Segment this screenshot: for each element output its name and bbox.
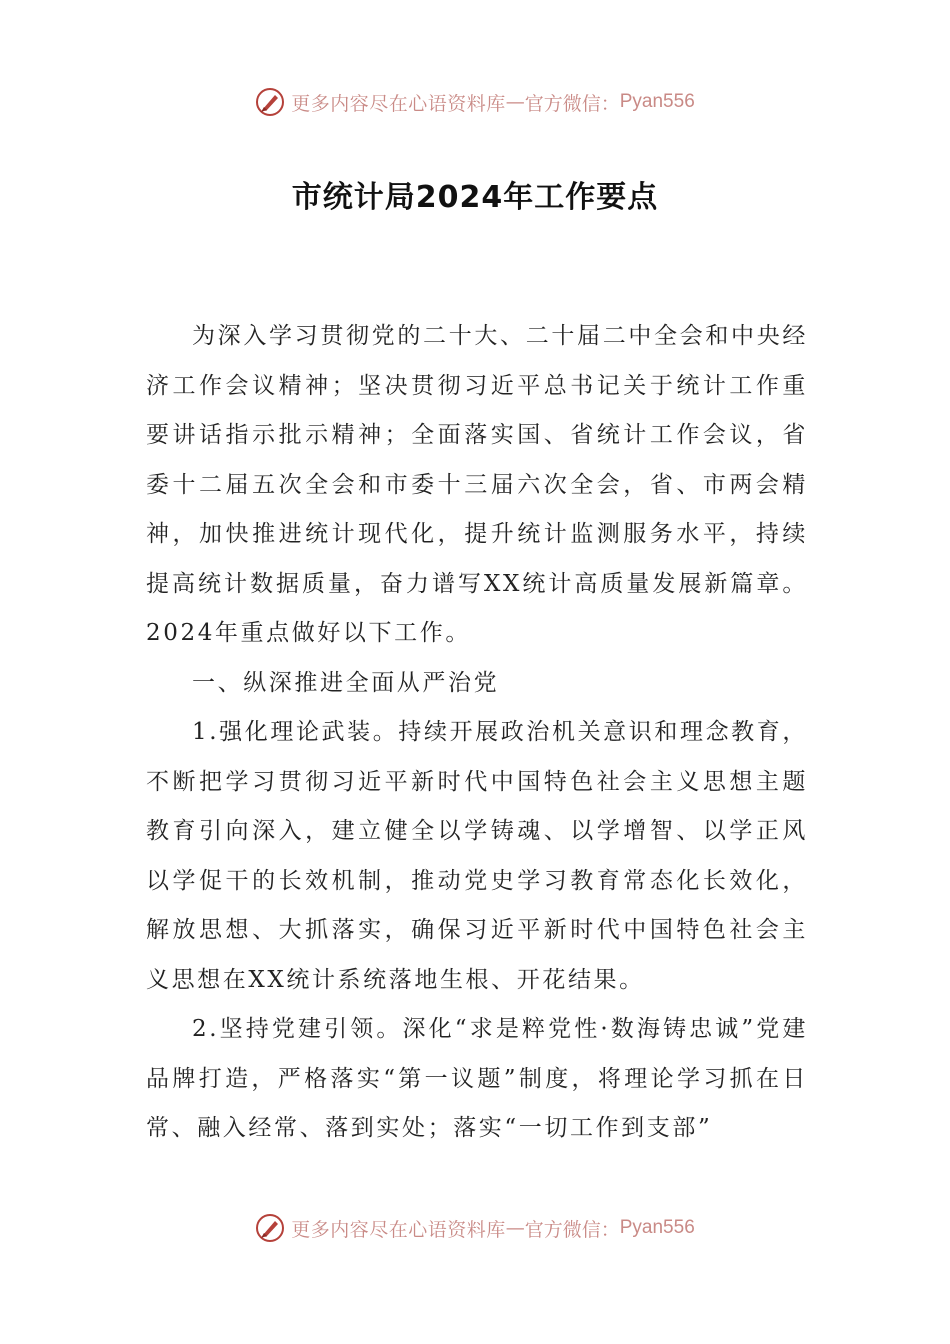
banner-wechat-id: Pyan556 xyxy=(619,91,695,112)
banner-text: 更多内容尽在心语资料库 xyxy=(291,1218,506,1241)
document-title: 市统计局2024年工作要点 xyxy=(291,180,659,215)
banner-wechat-id: Pyan556 xyxy=(619,1217,695,1238)
pen-logo-icon xyxy=(255,1213,285,1243)
banner-text: 更多内容尽在心语资料库 xyxy=(291,92,506,115)
banner-separator: — xyxy=(505,1217,525,1239)
item-paragraph: 1.强化理论武装。持续开展政治机关意识和理念教育，不断把学习贯彻习近平新时代中国特色社会主义思想主题教育引向深入，建立健全以学铸魂、以学增智、以学正风以学促干的长效机制，推动党史学习教育常态化长效化，解放思想、大抓落实，确保习近平新时代中国特色社会主义思想在XX统计系统落地生根、开花结果。 xyxy=(146,719,808,993)
footer-watermark-banner xyxy=(0,1208,950,1248)
header-watermark-banner xyxy=(0,82,950,122)
pen-logo-icon xyxy=(255,87,285,117)
banner-wechat-label: 官方微信： xyxy=(524,1218,620,1241)
document-body xyxy=(146,312,808,1154)
item-paragraph: 2.坚持党建引领。深化“求是粹党性·数海铸忠诚”党建品牌打造，严格落实“第一议题”制度，将理论学习抓在日常、融入经常、落到实处；落实“一切工作到支部” xyxy=(146,1016,808,1141)
banner-separator: — xyxy=(505,91,525,113)
section-heading: 一、纵深推进全面从严治党 xyxy=(192,669,500,696)
banner-wechat-label: 官方微信： xyxy=(524,92,620,115)
intro-paragraph: 为深入学习贯彻党的二十大、二十届二中全会和中央经济工作会议精神；坚决贯彻习近平总书记关于统计工作重要讲话指示批示精神；全面落实国、省统计工作会议，省委十二届五次全会和市委十三届六次全会，省、市两会精神，加快推进统计现代化，提升统计监测服务水平，持续提高统计数据质量，奋力谱写XX统计高质量发展新篇章。2024年重点做好以下工作。 xyxy=(146,323,808,646)
